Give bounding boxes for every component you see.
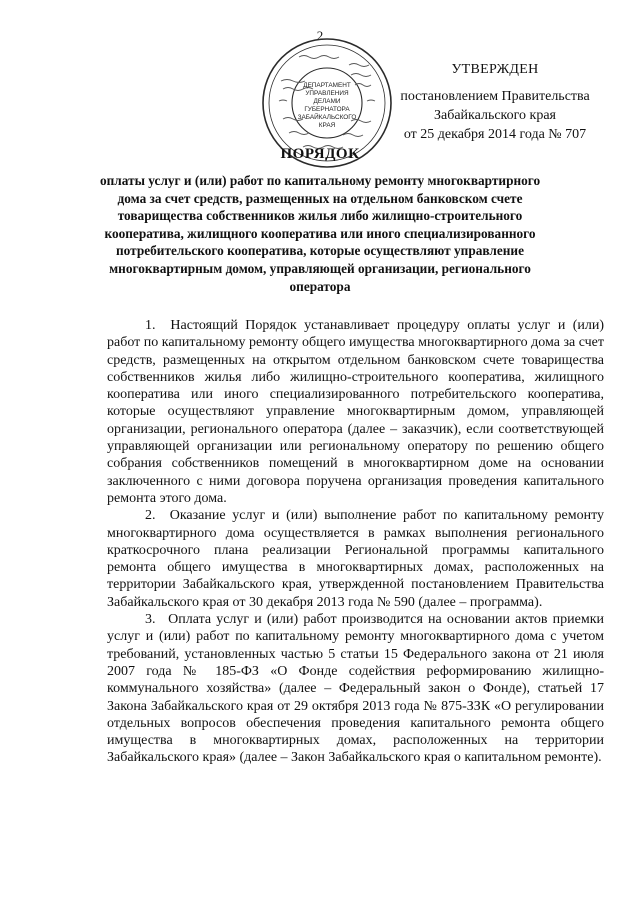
paragraph-2: [107, 507, 604, 611]
svg-text:ГУБЕРНАТОРА: ГУБЕРНАТОРА: [304, 106, 350, 113]
paragraph-1: [107, 317, 604, 507]
subtitle-line: дома за счет средств, размещенных на отдельном банковском счете: [117, 190, 523, 206]
document-title: ПОРЯДОК: [280, 146, 360, 162]
svg-text:ДЕЛАМИ: ДЕЛАМИ: [313, 98, 341, 105]
subtitle-line: многоквартирным домом, управляющей организации, регионального: [109, 260, 531, 276]
approval-block: [380, 60, 610, 144]
paragraph-number: 1.: [145, 318, 156, 333]
paragraph-number: 2.: [145, 508, 156, 524]
svg-text:УПРАВЛЕНИЯ: УПРАВЛЕНИЯ: [305, 90, 349, 97]
svg-text:КРАЯ: КРАЯ: [318, 122, 336, 129]
subtitle-line: товарищества собственников жилья либо жилищно-строительного: [117, 208, 523, 224]
approval-line-3: от 25 декабря 2014 года № 707: [403, 127, 587, 142]
paragraph-3: [107, 611, 604, 767]
approval-line-1: постановлением Правительства: [400, 89, 590, 104]
document-subtitle: [100, 172, 540, 295]
page-number: 2: [316, 28, 324, 43]
subtitle-line: кооператива, жилищного кооператива или иного специализированного: [104, 225, 536, 241]
paragraph-text: Оплата услуг и (или) работ производится на основании актов приемки услуг и (или) работ по капитальному ремонту многоквартирного дома с учетом требований, установленных частью 5 статьи 15 Федерального закона от 21 июля 2007 года № 185-ФЗ «О Фонде содействия реформированию жилищно-коммунального хозяйства» (далее – Федеральный закон о Фонде), статьей 17 Закона Забайкальского края от 29 октября 2013 года № 875-ЗЗК «О регулировании отдельных вопросов обеспечения проведения капитального ремонта общего имущества в многоквартирных домах, расположенных на территории Забайкальского края» (далее – Закон Забайкальского края о капитальном ремонте).: [107, 612, 605, 766]
paragraph-text: Настоящий Порядок устанавливает процедуру оплаты услуг и (или) работ по капитальному ремонту общего имущества многоквартирного дома за счет средств, размещенных на открытом отдельном банковском счете товарищества собственников жилья либо жилищно-строительного кооператива, жилищного кооператива или иного специализированного потребительского кооператива, которые осуществляют управление многоквартирным домом, управляющей организации, регионального оператора (далее – заказчик), если соответствующей управляющей организации или региональному оператору по решению общего собрания собственников помещений в многоквартирном доме на основании заключенного с ними договора поручена организация проведения капитального ремонта этого дома.: [107, 318, 605, 506]
subtitle-line: оператора: [289, 278, 351, 294]
document-body: [107, 317, 604, 767]
paragraph-number: 3.: [145, 612, 156, 628]
paragraph-text: Оказание услуг и (или) выполнение работ по капитальному ремонту многоквартирного дома осуществляется в рамках выполнения регионального краткосрочного плана реализации Региональной программы капитального ремонта общего имущества в многоквартирных домах, расположенных на территории Забайкальского края, утвержденной постановлением Правительства Забайкальского края от 30 декабря 2013 года № 590 (далее – программа).: [107, 508, 605, 610]
approval-line-2: Забайкальского края: [433, 108, 556, 123]
svg-text:ЗАБАЙКАЛЬСКОГО: ЗАБАЙКАЛЬСКОГО: [297, 114, 357, 121]
approval-title: УТВЕРЖДЕН: [451, 62, 539, 77]
subtitle-line: оплаты услуг и (или) работ по капитальному ремонту многоквартирного: [100, 173, 541, 188]
subtitle-line: потребительского кооператива, которые осуществляют управление: [116, 243, 524, 259]
svg-text:ДЕПАРТАМЕНТ: ДЕПАРТАМЕНТ: [303, 82, 351, 89]
